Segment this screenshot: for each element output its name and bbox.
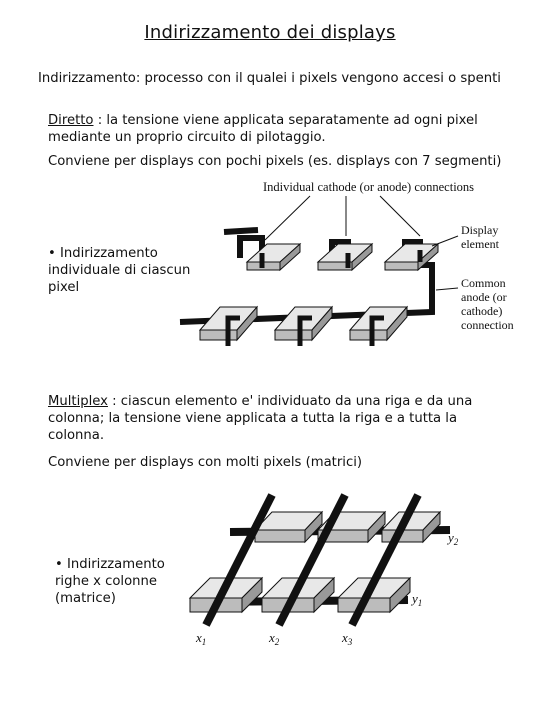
common-connection-arrow bbox=[436, 288, 458, 290]
display-element-front-2 bbox=[275, 307, 332, 340]
display-element-back-1 bbox=[247, 244, 300, 270]
label-common-4: connection bbox=[461, 318, 514, 332]
multiplex-conviene: Conviene per displays con molti pixels (matrici) bbox=[48, 455, 363, 470]
display-element-back-2 bbox=[318, 244, 372, 270]
multiplex-figure bbox=[190, 495, 459, 647]
label-individual-connections: Individual cathode (or anode) connections bbox=[263, 180, 475, 194]
cathode-arrow-3 bbox=[380, 196, 420, 236]
back-stub bbox=[224, 230, 258, 232]
multiplex-term: Multiplex bbox=[48, 394, 108, 409]
multiplex-bullet-line1: • Indirizzamento bbox=[55, 557, 165, 572]
multiplex-text-line1: : ciascun elemento e' individuato da una riga e da una bbox=[112, 394, 473, 409]
label-x3: $x_3$ bbox=[342, 630, 353, 647]
diretto-bullet-line3: pixel bbox=[48, 280, 80, 295]
multiplex-bullet-line2: righe x colonne bbox=[55, 574, 157, 589]
cathode-arrow-1 bbox=[265, 196, 310, 240]
intro-text: Indirizzamento: processo con il qualei i pixels vengono accesi o spenti bbox=[38, 71, 501, 86]
multiplex-text-line3: colonna. bbox=[48, 428, 105, 443]
display-element-arrow bbox=[432, 236, 458, 246]
label-x2: $x_2$ bbox=[269, 630, 280, 647]
label-common-2: anode (or bbox=[461, 290, 507, 304]
diretto-text-line2: mediante un proprio circuito di pilotaggio. bbox=[48, 130, 326, 145]
diretto-bullet-line2: individuale di ciascun bbox=[48, 263, 191, 278]
diretto-conviene: Conviene per displays con pochi pixels (es. displays con 7 segmenti) bbox=[48, 154, 502, 169]
direct-addressing-figure bbox=[180, 180, 514, 346]
diretto-text-line1: : la tensione viene applicata separatamente ad ogni pixel bbox=[97, 113, 478, 128]
page-title: Indirizzamento dei displays bbox=[144, 22, 396, 43]
label-x1: $x_1$ bbox=[196, 630, 207, 647]
label-display-2: element bbox=[461, 237, 499, 251]
label-common-3: cathode) bbox=[461, 304, 503, 318]
label-display-1: Display bbox=[461, 223, 499, 237]
label-y1: $y_1$ bbox=[412, 591, 423, 608]
multiplex-bullet-line3: (matrice) bbox=[55, 591, 116, 606]
multiplex-text-line2: colonna; la tensione viene applicata a tutta la riga e a tutta la bbox=[48, 411, 458, 426]
label-common-1: Common bbox=[461, 276, 506, 290]
diretto-term: Diretto bbox=[48, 113, 94, 128]
label-y2: $y_2$ bbox=[448, 530, 459, 547]
diretto-bullet-line1: • Indirizzamento bbox=[48, 246, 158, 261]
